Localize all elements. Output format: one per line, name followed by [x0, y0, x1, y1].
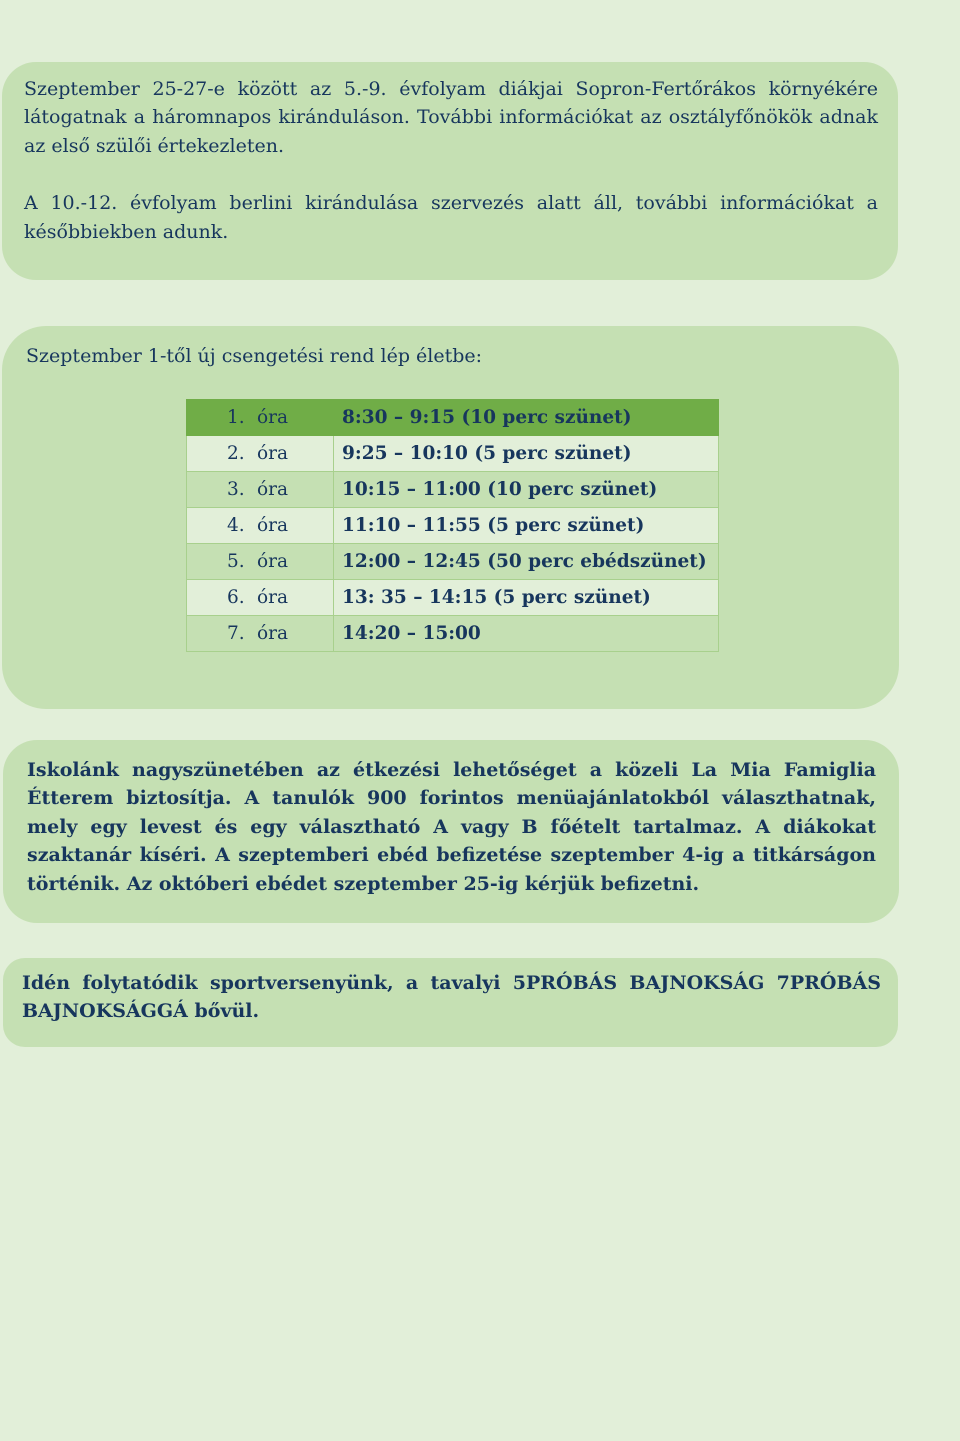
period-number: 4. [227, 515, 245, 536]
period-cell [187, 616, 334, 652]
table-row [187, 544, 719, 580]
period-label: óra [257, 443, 289, 464]
table-row [187, 508, 719, 544]
period-time: 9:25 – 10:10 (5 perc szünet) [334, 436, 719, 472]
period-cell [187, 436, 334, 472]
period-label: óra [257, 515, 289, 536]
table-row [187, 436, 719, 472]
period-label: óra [257, 623, 289, 644]
period-time: 8:30 – 9:15 (10 perc szünet) [334, 400, 719, 436]
trips-notice-box [2, 62, 898, 280]
period-time: 11:10 – 11:55 (5 perc szünet) [334, 508, 719, 544]
period-time: 10:15 – 11:00 (10 perc szünet) [334, 472, 719, 508]
period-time: 14:20 – 15:00 [334, 616, 719, 652]
period-time: 13: 35 – 14:15 (5 perc szünet) [334, 580, 719, 616]
period-number: 1. [227, 407, 245, 428]
period-number: 3. [227, 479, 245, 500]
sports-paragraph: Idén folytatódik sportversenyünk, a tavalyi 5PRÓBÁS BAJNOKSÁG 7PRÓBÁS BAJNOKSÁGGÁ bővül. [22, 972, 881, 1023]
table-row [187, 580, 719, 616]
trips-paragraph-1: Szeptember 25-27-e között az 5.-9. évfolyam diákjai Sopron-Fertőrákos környékére látogatnak a háromnapos kiránduláson. További információkat az osztályfőnökök adnak az első szülői értekezleten. [24, 78, 878, 157]
period-cell [187, 400, 334, 436]
period-cell [187, 508, 334, 544]
period-time: 12:00 – 12:45 (50 perc ebédszünet) [334, 544, 719, 580]
period-label: óra [257, 479, 289, 500]
period-cell [187, 544, 334, 580]
schedule-table [186, 399, 719, 652]
schedule-heading: Szeptember 1-től új csengetési rend lép életbe: [26, 345, 483, 367]
period-number: 2. [227, 443, 245, 464]
bell-schedule-box [2, 326, 899, 709]
period-label: óra [257, 587, 289, 608]
period-label: óra [257, 407, 289, 428]
sports-notice-box [3, 958, 898, 1047]
period-number: 6. [227, 587, 245, 608]
period-cell [187, 472, 334, 508]
trips-paragraph-2: A 10.-12. évfolyam berlini kirándulása szervezés alatt áll, további információkat a későbbiekben adunk. [24, 192, 878, 243]
lunch-notice-box [3, 740, 899, 923]
table-row [187, 472, 719, 508]
table-row [187, 616, 719, 652]
table-row [187, 400, 719, 436]
period-number: 5. [227, 551, 245, 572]
lunch-paragraph: Iskolánk nagyszünetében az étkezési lehetőséget a közeli La Mia Famiglia Étterem biztosítja. A tanulók 900 forintos menüajánlatokból választhatnak, mely egy levest és egy választható A vagy B főételt tartalmaz. A diákokat szaktanár kíséri. A szeptemberi ebéd befizetése szeptember 4-ig a titkárságon történik. Az októberi ebédet szeptember 25-ig kérjük befizetni. [27, 759, 876, 895]
period-number: 7. [227, 623, 245, 644]
period-cell [187, 580, 334, 616]
period-label: óra [257, 551, 289, 572]
